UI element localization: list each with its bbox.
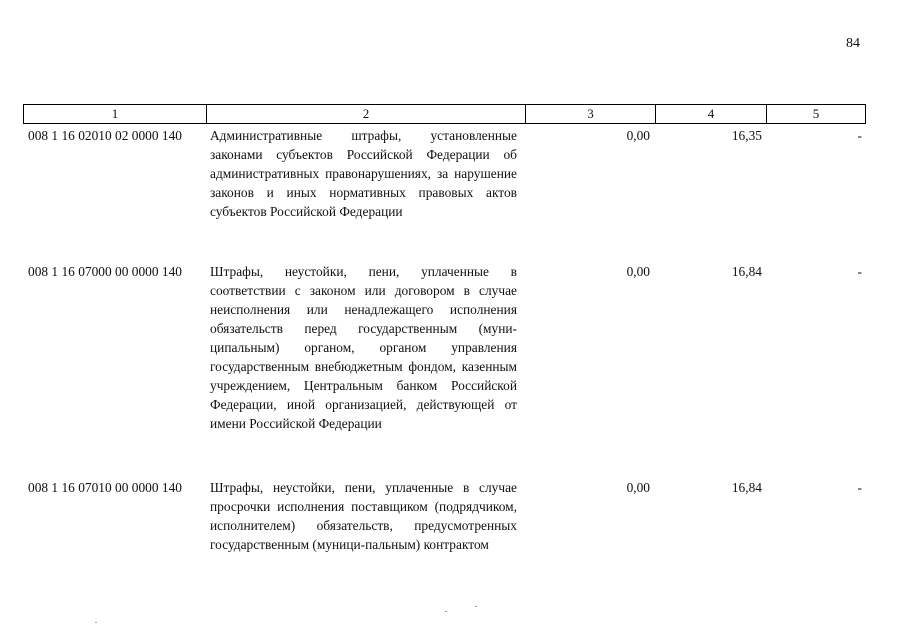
row-description: Административные штрафы, установленные законами субъектов Российской Федерации об административных правонарушениях, за нарушение законов и иных нормативных правовых актов субъектов Российской Федерации [210, 128, 517, 219]
row-description: Штрафы, неустойки, пени, уплаченные в случае просрочки исполнения поставщиком (подрядчиком, исполнителем) обязательств, предусмотренных государственным (муници-пальным) контрактом [210, 480, 517, 552]
scan-speck [475, 606, 477, 607]
header-col-2: 2 [207, 105, 526, 123]
scan-speck [95, 622, 97, 623]
table-row [23, 478, 866, 554]
header-col-4: 4 [656, 105, 767, 123]
value-col-4: 16,84 [731, 264, 762, 279]
header-col-3: 3 [526, 105, 656, 123]
value-col-5: - [857, 128, 862, 143]
value-col-3: 0,00 [626, 264, 650, 279]
budget-code: 008 1 16 07010 00 0000 140 [28, 480, 182, 495]
table-header [23, 104, 866, 124]
value-col-5: - [857, 264, 862, 279]
value-col-3: 0,00 [626, 128, 650, 143]
budget-code: 008 1 16 07000 00 0000 140 [28, 264, 182, 279]
scan-speck [445, 611, 447, 612]
value-col-4: 16,84 [731, 480, 762, 495]
header-col-5: 5 [812, 106, 820, 121]
table-row [23, 126, 866, 221]
header-col-1: 1 [24, 105, 207, 123]
page-number: 84 [846, 36, 860, 51]
budget-code: 008 1 16 02010 02 0000 140 [28, 128, 182, 143]
value-col-5: - [857, 480, 862, 495]
row-description: Штрафы, неустойки, пени, уплаченные в соответствии с законом или договором в случае неисполнения или ненадлежащего исполнения обязательств перед государственным (муни-ципальным) органом, органом управления государственным внебюджетным фондом, казенным учреждением, Центральным банком Российской Федерации, иной организацией, действующей от имени Российской Федерации [210, 264, 517, 431]
value-col-3: 0,00 [626, 480, 650, 495]
table-row [23, 262, 866, 433]
value-col-4: 16,35 [731, 128, 762, 143]
